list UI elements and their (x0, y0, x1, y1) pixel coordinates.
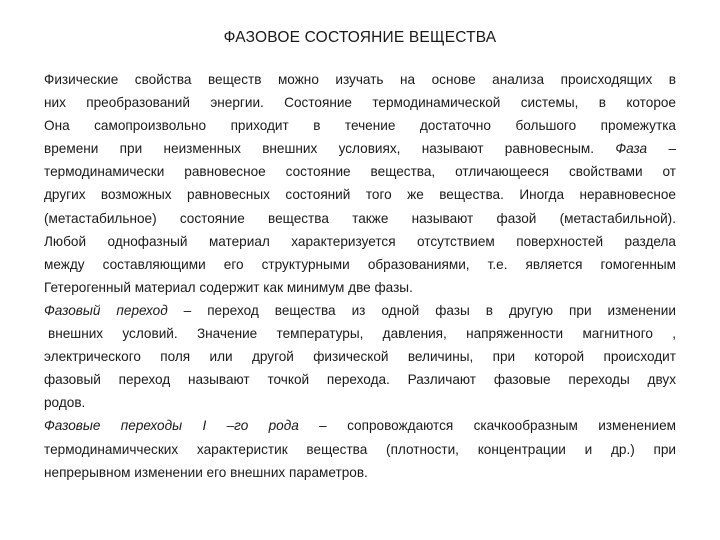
text-span: электрического поля или другой физической величины, при которой происходит (44, 349, 676, 365)
text-line (44, 391, 676, 414)
text-line (44, 183, 676, 206)
text-span: фазовый переход называют точкой перехода. Различают фазовые переходы двух (44, 372, 676, 388)
body-text (44, 68, 676, 484)
text-line (44, 461, 676, 484)
text-span: термодинамически равновесное состояние вещества, отличающееся свойствами от (44, 164, 676, 180)
text-span: других возможных равновесных состояний того же вещества. Иногда неравновесное (44, 187, 676, 203)
text-span: Она самопроизвольно приходит в течение достаточно большого промежутка (44, 118, 676, 134)
text-line (44, 414, 676, 437)
emphasized-term: Фаза (615, 141, 648, 157)
text-line (44, 160, 676, 183)
text-span: внешних условий. Значение температуры, давления, напряженности магнитного , (48, 326, 676, 342)
text-line (44, 438, 676, 461)
text-line (44, 137, 676, 160)
text-line (44, 253, 676, 276)
text-span: между составляющими его структурными образованиями, т.е. является гомогенным (44, 256, 676, 272)
text-span: – переход вещества из одной фазы в другую при изменении (167, 302, 676, 318)
text-span: родов. (44, 395, 86, 411)
text-line (44, 322, 676, 345)
text-line (44, 230, 676, 253)
text-line (44, 91, 676, 114)
text-line (44, 299, 676, 322)
text-span: – сопровождаются скачкообразным изменением (298, 418, 676, 434)
text-span: термодинамичческих характеристик вещества (плотности, концентрации и др.) при (44, 441, 676, 457)
text-span: времени при неизменных внешних условиях, называют равновесным. (44, 141, 616, 157)
text-span: Физические свойства веществ можно изучать на основе анализа происходящих в (44, 72, 676, 87)
text-line (44, 368, 676, 391)
text-span: них преобразований энергии. Состояние термодинамической системы, в которое (44, 95, 676, 111)
text-line (44, 114, 676, 137)
text-line (44, 345, 676, 368)
emphasized-term: Фазовые переходы I –го рода (44, 418, 299, 434)
text-line (44, 276, 676, 299)
text-span: – (647, 141, 677, 157)
text-span: непрерывном изменении его внешних параметров. (44, 464, 368, 480)
text-span: Гетерогенный материал содержит как минимум две фазы. (44, 279, 413, 295)
emphasized-term: Фазовый переход (44, 302, 168, 318)
text-span: (метастабильное) состояние вещества также называют фазой (метастабильной). (44, 210, 676, 226)
slide-title: ФАЗОВОЕ СОСТОЯНИЕ ВЕЩЕСТВА (223, 29, 497, 46)
text-span: Любой однофазный материал характеризуется отсутствием поверхностей раздела (44, 233, 676, 249)
text-line (44, 68, 676, 91)
text-line (44, 207, 676, 230)
